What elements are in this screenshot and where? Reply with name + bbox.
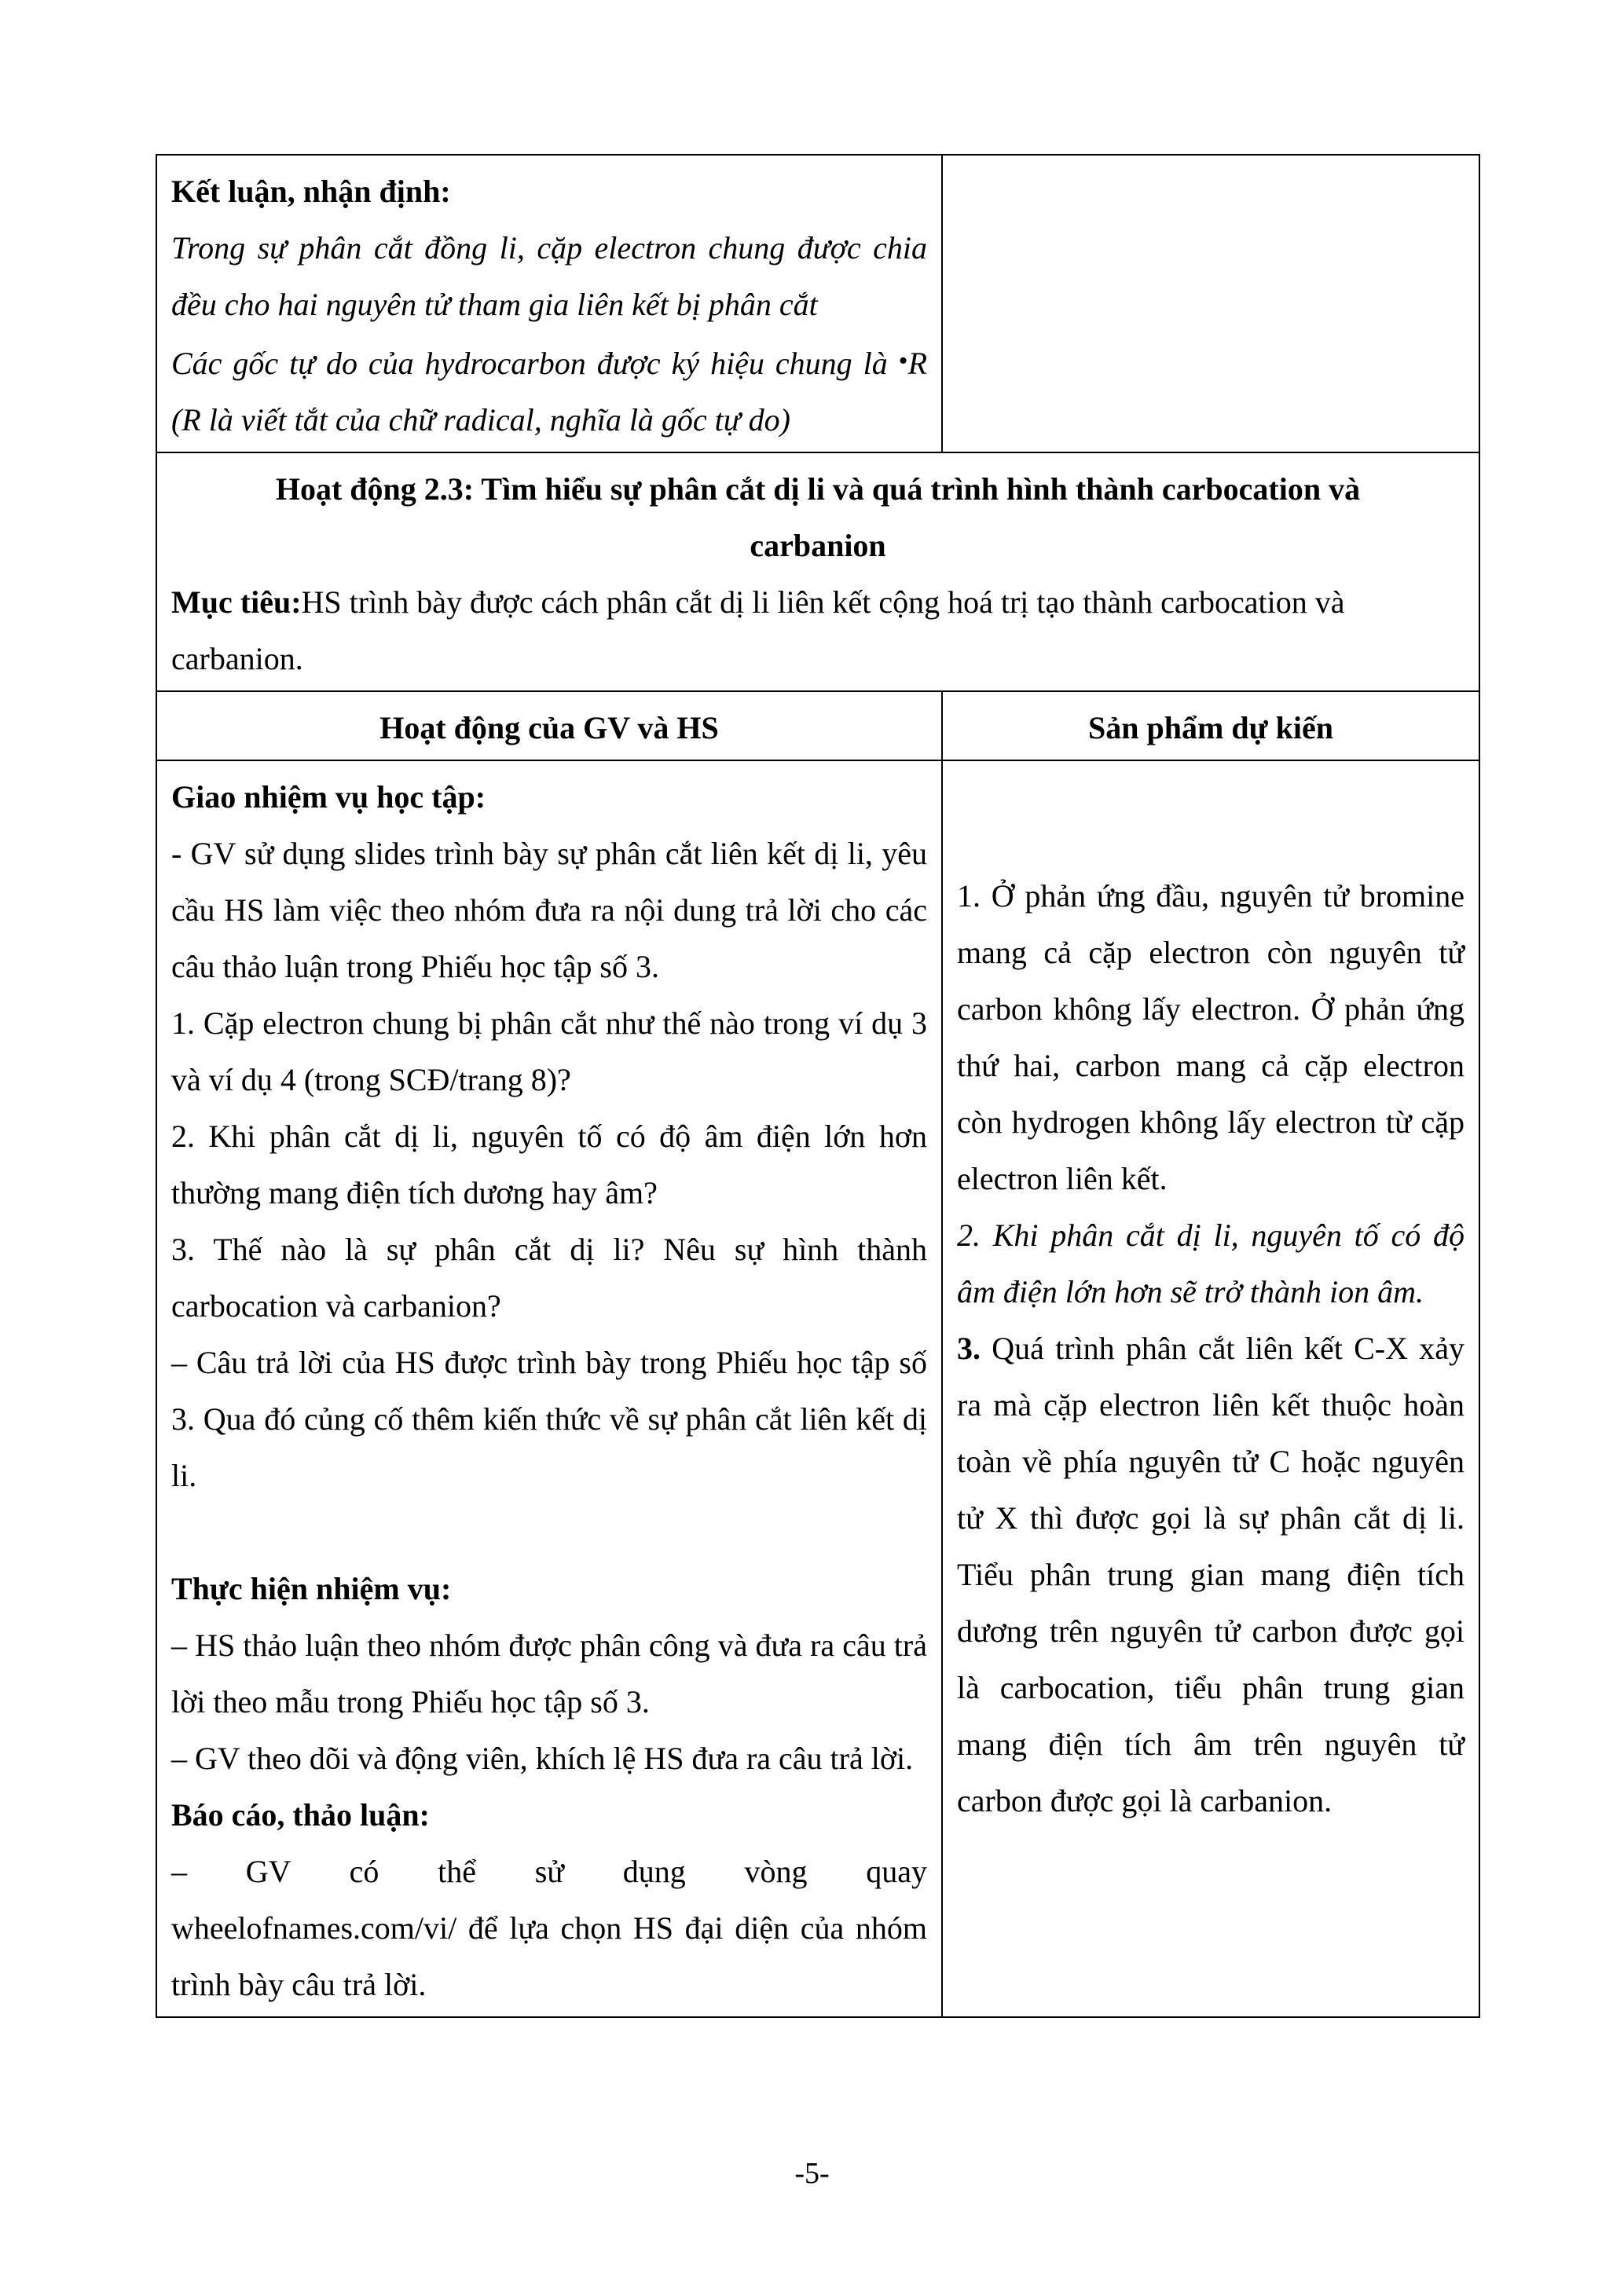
assign-heading: Giao nhiệm vụ học tập:: [171, 779, 486, 815]
answer-2: 2. Khi phân cắt dị li, nguyên tố có độ âm điện lớn hơn sẽ trở thành ion âm.: [957, 1218, 1465, 1309]
answer-note: – Câu trả lời của HS được trình bày trong Phiếu học tập số 3. Qua đó củng cố thêm kiến thức về sự phân cắt liên kết dị li.: [171, 1345, 927, 1493]
report-heading: Báo cáo, thảo luận:: [171, 1797, 430, 1833]
conclusion-row: [156, 155, 1479, 452]
left-column-cell: [156, 760, 942, 2017]
radical-dot: •: [898, 346, 908, 375]
activity-goal: [171, 574, 1465, 687]
conclusion-text-2b: R (R là viết tắt của chữ radical, nghĩa là gốc tự do): [171, 346, 927, 438]
do-heading: Thực hiện nhiệm vụ:: [171, 1571, 452, 1606]
conclusion-heading: Kết luận, nhận định:: [171, 174, 451, 209]
document-page: [156, 154, 1479, 2018]
answer-3-text: Quá trình phân cắt liên kết C-X xảy ra mà cặp electron liên kết thuộc hoàn toàn về phía nguyên tử C hoặc nguyên tử X thì được gọi là sự phân cắt dị li. Tiểu phân trung gian mang điện tích dương trên nguyên tử carbon được gọi là carbocation, tiểu phân trung gian mang điện tích âm trên nguyên tử carbon được gọi là carbanion.: [957, 1331, 1465, 1818]
answer-3: [957, 1320, 1465, 1829]
conclusion-text-2: [171, 333, 927, 449]
answer-3-number: 3.: [957, 1331, 981, 1366]
header-row: [156, 691, 1479, 760]
do-item-1: – HS thảo luận theo nhóm được phân công và đưa ra câu trả lời theo mẫu trong Phiếu học tập số 3.: [171, 1628, 927, 1719]
activity-cell: [156, 452, 1479, 691]
conclusion-empty-cell: [942, 155, 1479, 452]
report-item-1b: wheelofnames.com/vi/ để lựa chọn HS đại diện của nhóm trình bày câu trả lời.: [171, 1910, 927, 2002]
conclusion-cell: [156, 155, 942, 452]
answer-1: 1. Ở phản ứng đầu, nguyên tử bromine mang cả cặp electron còn nguyên tử carbon không lấy electron. Ở phản ứng thứ hai, carbon mang cả cặp electron còn hydrogen không lấy electron từ cặp electron liên kết.: [957, 878, 1465, 1196]
activity-row: [156, 452, 1479, 691]
lesson-table: [156, 154, 1480, 2018]
question-3: 3. Thế nào là sự phân cắt dị li? Nêu sự hình thành carbocation và carbanion?: [171, 1232, 927, 1324]
activity-title-line1: Hoạt động 2.3: Tìm hiểu sự phân cắt dị li và quá trình hình thành carbocation và: [275, 471, 1361, 507]
goal-text: HS trình bày được cách phân cắt dị li liên kết cộng hoá trị tạo thành carbocation và carbanion.: [171, 584, 1345, 676]
conclusion-text-1: Trong sự phân cắt đồng li, cặp electron chung được chia đều cho hai nguyên tử tham gia liên kết bị phân cắt: [171, 230, 927, 322]
header-left: Hoạt động của GV và HS: [156, 691, 942, 760]
activity-title-line2: carbanion: [750, 528, 886, 563]
conclusion-text-2a: Các gốc tự do của hydrocarbon được ký hiệu chung là: [171, 346, 899, 381]
assign-intro: - GV sử dụng slides trình bày sự phân cắt liên kết dị li, yêu cầu HS làm việc theo nhóm đưa ra nội dung trả lời cho các câu thảo luận trong Phiếu học tập số 3.: [171, 836, 927, 984]
right-column-cell: [942, 760, 1479, 2017]
question-2: 2. Khi phân cắt dị li, nguyên tố có độ âm điện lớn hơn thường mang điện tích dương hay âm?: [171, 1119, 927, 1210]
question-1: 1. Cặp electron chung bị phân cắt như thế nào trong ví dụ 3 và ví dụ 4 (trong SCĐ/trang 8)?: [171, 1005, 927, 1097]
goal-label: Mục tiêu:: [171, 584, 302, 620]
do-item-2: – GV theo dõi và động viên, khích lệ HS đưa ra câu trả lời.: [171, 1741, 914, 1776]
content-row: [156, 760, 1479, 2017]
report-item-1a: – GV có thể sử dụng vòng quay: [171, 1854, 927, 1889]
page-number: -5-: [794, 2157, 830, 2190]
spacer: [171, 1504, 927, 1561]
header-right: Sản phẩm dự kiến: [942, 691, 1479, 760]
